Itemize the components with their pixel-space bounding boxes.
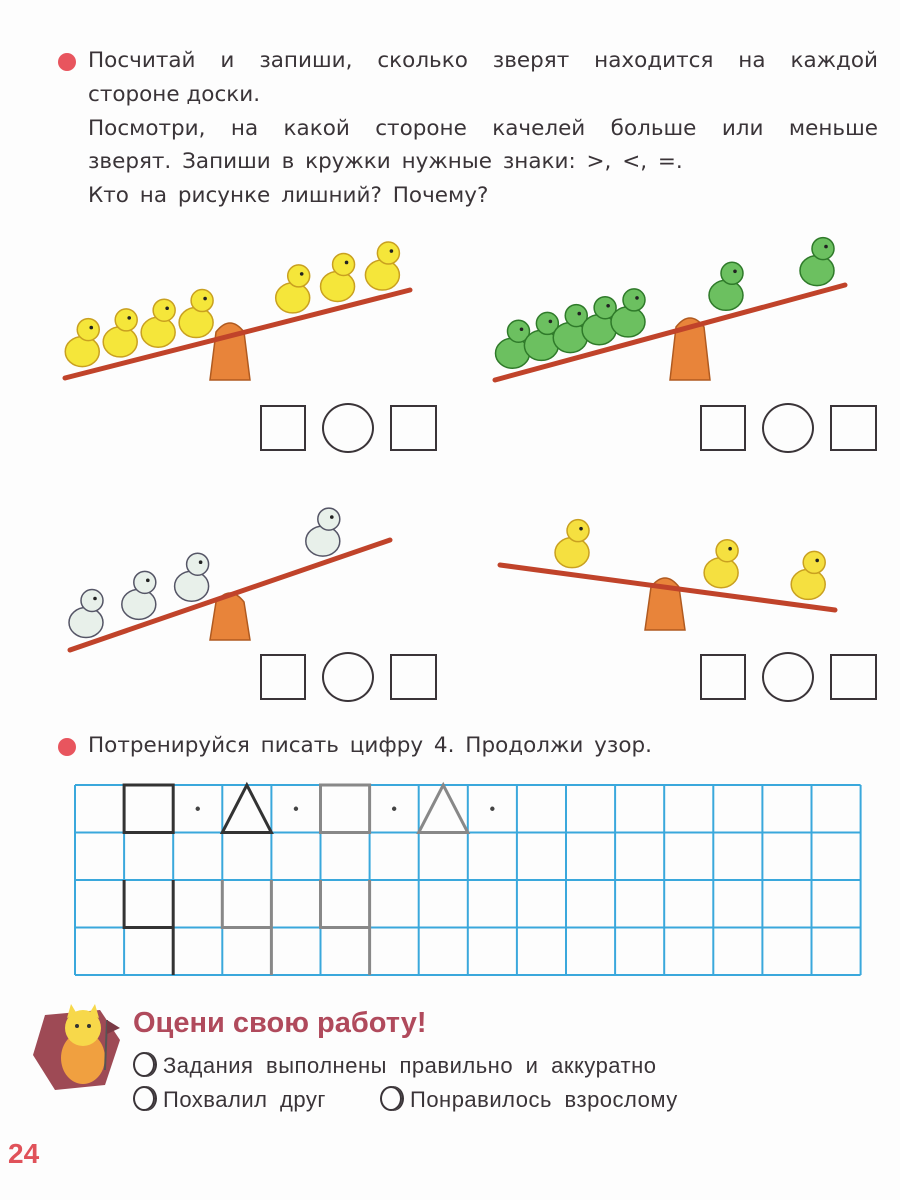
page-number: 24 [8,1138,40,1169]
option-label: Похвалил друг [163,1087,326,1112]
task1-line: Кто на рисунке лишний? Почему? [88,183,489,208]
digit-four [124,880,173,975]
pattern-dot [294,807,298,811]
task1-line: Посмотри, на какой стороне качелей больше или меньше [88,116,878,141]
task1-line: зверят. Запиши в кружки нужные знаки: >, <, =. [88,149,683,174]
option-label: Понравилось взрослому [410,1087,678,1112]
evaluation-title: Оцени свою работу! [133,1007,427,1039]
pattern-square [124,785,173,833]
pattern-dot [196,807,200,811]
pattern-triangle [222,785,271,833]
digit-four [321,880,370,975]
task1-line: стороне доски. [88,82,261,107]
task1-line: Посчитай и запиши, сколько зверят находится на каждой [88,48,878,73]
pattern-square-trace [321,785,370,833]
pattern-dot [392,807,396,811]
digit-four [222,880,271,975]
radio-circle-icon[interactable] [380,1086,402,1111]
option-label: Задания выполнены правильно и аккуратно [163,1053,657,1078]
evaluation-option[interactable] [133,1052,657,1079]
radio-circle-icon[interactable] [133,1086,155,1111]
pattern-dot [490,807,494,811]
radio-circle-icon[interactable] [133,1052,155,1077]
evaluation-option[interactable] [133,1086,326,1113]
evaluation-option[interactable] [380,1086,678,1113]
task2-text: Потренируйся писать цифру 4. Продолжи узор. [88,733,652,758]
pattern-triangle-trace [419,785,468,833]
